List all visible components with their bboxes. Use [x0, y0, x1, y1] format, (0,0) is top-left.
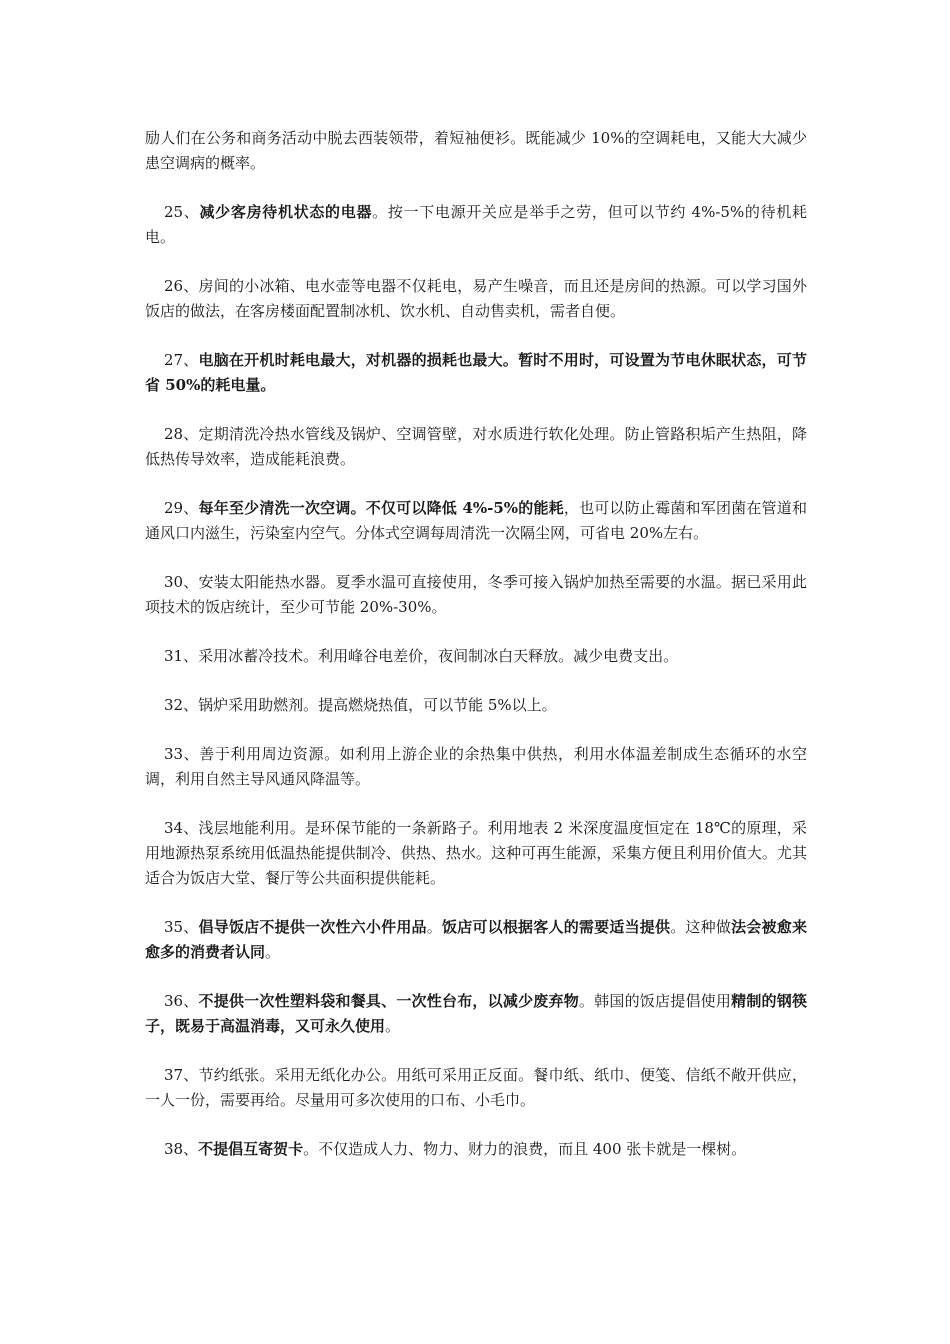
paragraph — [145, 915, 807, 965]
text-segment: 35、 — [164, 918, 199, 936]
text-segment: 36、 — [164, 992, 199, 1010]
paragraph — [145, 200, 807, 250]
bold-text: 不提倡互寄贺卡 — [198, 1140, 304, 1158]
text-segment: 31、采用冰蓄冷技术。利用峰谷电差价，夜间制冰白天释放。减少电费支出。 — [164, 647, 679, 665]
paragraph — [145, 422, 807, 472]
bold-text: 精制的钢筷子，既易于高温消毒，又可永久使用 — [145, 992, 807, 1035]
text-segment: 29、 — [164, 499, 199, 517]
text-segment: 25、 — [164, 203, 200, 221]
paragraph — [145, 496, 807, 546]
text-segment: 。韩国的饭店提倡使用 — [578, 992, 732, 1010]
paragraph — [145, 989, 807, 1039]
paragraph — [145, 274, 807, 324]
paragraph — [145, 126, 807, 176]
paragraph — [145, 644, 807, 669]
paragraph — [145, 1137, 807, 1162]
text-segment: 32、锅炉采用助燃剂。提高燃烧热值，可以节能 5%以上。 — [164, 696, 557, 714]
paragraph — [145, 348, 807, 398]
bold-text: 不提供一次性塑料袋和餐具、一次性台布，以减少废弃物 — [198, 992, 579, 1010]
text-segment: 。按一下电源开关应是举手之劳，但可以节约 4%-5%的待机耗电。 — [145, 203, 807, 246]
text-segment: ，也可以防止霉菌和军团菌在管道和通风口内滋生，污染室内空气。分体式空调每周清洗一次隔尘网，可省电 20%左右。 — [145, 499, 807, 542]
text-segment: 28、定期清洗冷热水管线及锅炉、空调管壁，对水质进行软化处理。防止管路积垢产生热阻，降低热传导效率，造成能耗浪费。 — [145, 425, 807, 468]
text-segment: 37、节约纸张。采用无纸化办公。用纸可采用正反面。餐巾纸、纸巾、便笺、信纸不敞开供应，一人一份，需要再给。尽量用可多次使用的口布、小毛巾。 — [145, 1066, 807, 1109]
bold-text: 电脑在开机时耗电最大，对机器的损耗也最大。暂时不用时，可设置为节电休眠状态，可节省 50%的耗电量。 — [145, 351, 807, 394]
text-segment: 33、善于利用周边资源。如利用上游企业的余热集中供热，利用水体温差制成生态循环的水空调，利用自然主导风通风降温等。 — [145, 745, 807, 788]
text-segment: 。这种做 — [670, 918, 732, 936]
paragraph — [145, 693, 807, 718]
bold-text: 饭店可以根据客人的需要适当提供 — [441, 918, 671, 936]
bold-text: 倡导饭店不提供一次性六小件用品 — [198, 918, 427, 936]
bold-text: 法会被愈来愈多的消费者认同 — [145, 918, 807, 961]
text-segment: 。 — [426, 918, 442, 936]
paragraph — [145, 816, 807, 891]
paragraph — [145, 742, 807, 792]
text-segment: 38、 — [164, 1140, 199, 1158]
text-segment: 。 — [265, 943, 281, 961]
paragraph — [145, 1063, 807, 1113]
bold-text: 每年至少清洗一次空调。不仅可以降低 4%-5%的能耗 — [198, 499, 564, 517]
text-segment: 26、房间的小冰箱、电水壶等电器不仅耗电，易产生噪音，而且还是房间的热源。可以学习国外饭店的做法，在客房楼面配置制冰机、饮水机、自动售卖机，需者自便。 — [145, 277, 807, 320]
text-segment: 。不仅造成人力、物力、财力的浪费，而且 400 张卡就是一棵树。 — [303, 1140, 747, 1158]
bold-text: 减少客房待机状态的电器 — [199, 203, 373, 221]
text-segment: 27、 — [164, 351, 199, 369]
text-segment: 励人们在公务和商务活动中脱去西装领带，着短袖便衫。既能减少 10%的空调耗电，又能大大减少患空调病的概率。 — [145, 129, 807, 172]
text-segment: 30、安装太阳能热水器。夏季水温可直接使用，冬季可接入锅炉加热至需要的水温。据已采用此项技术的饭店统计，至少可节能 20%-30%。 — [145, 573, 807, 616]
document-body — [145, 126, 807, 1186]
paragraph — [145, 570, 807, 620]
text-segment: 34、浅层地能利用。是环保节能的一条新路子。利用地表 2 米深度温度恒定在 18℃的原理，采用地源热泵系统用低温热能提供制冷、供热、热水。这种可再生能源，采集方便且利用价值大。尤其适合为饭店大堂、餐厅等公共面积提供能耗。 — [145, 819, 807, 887]
text-segment: 。 — [385, 1017, 401, 1035]
